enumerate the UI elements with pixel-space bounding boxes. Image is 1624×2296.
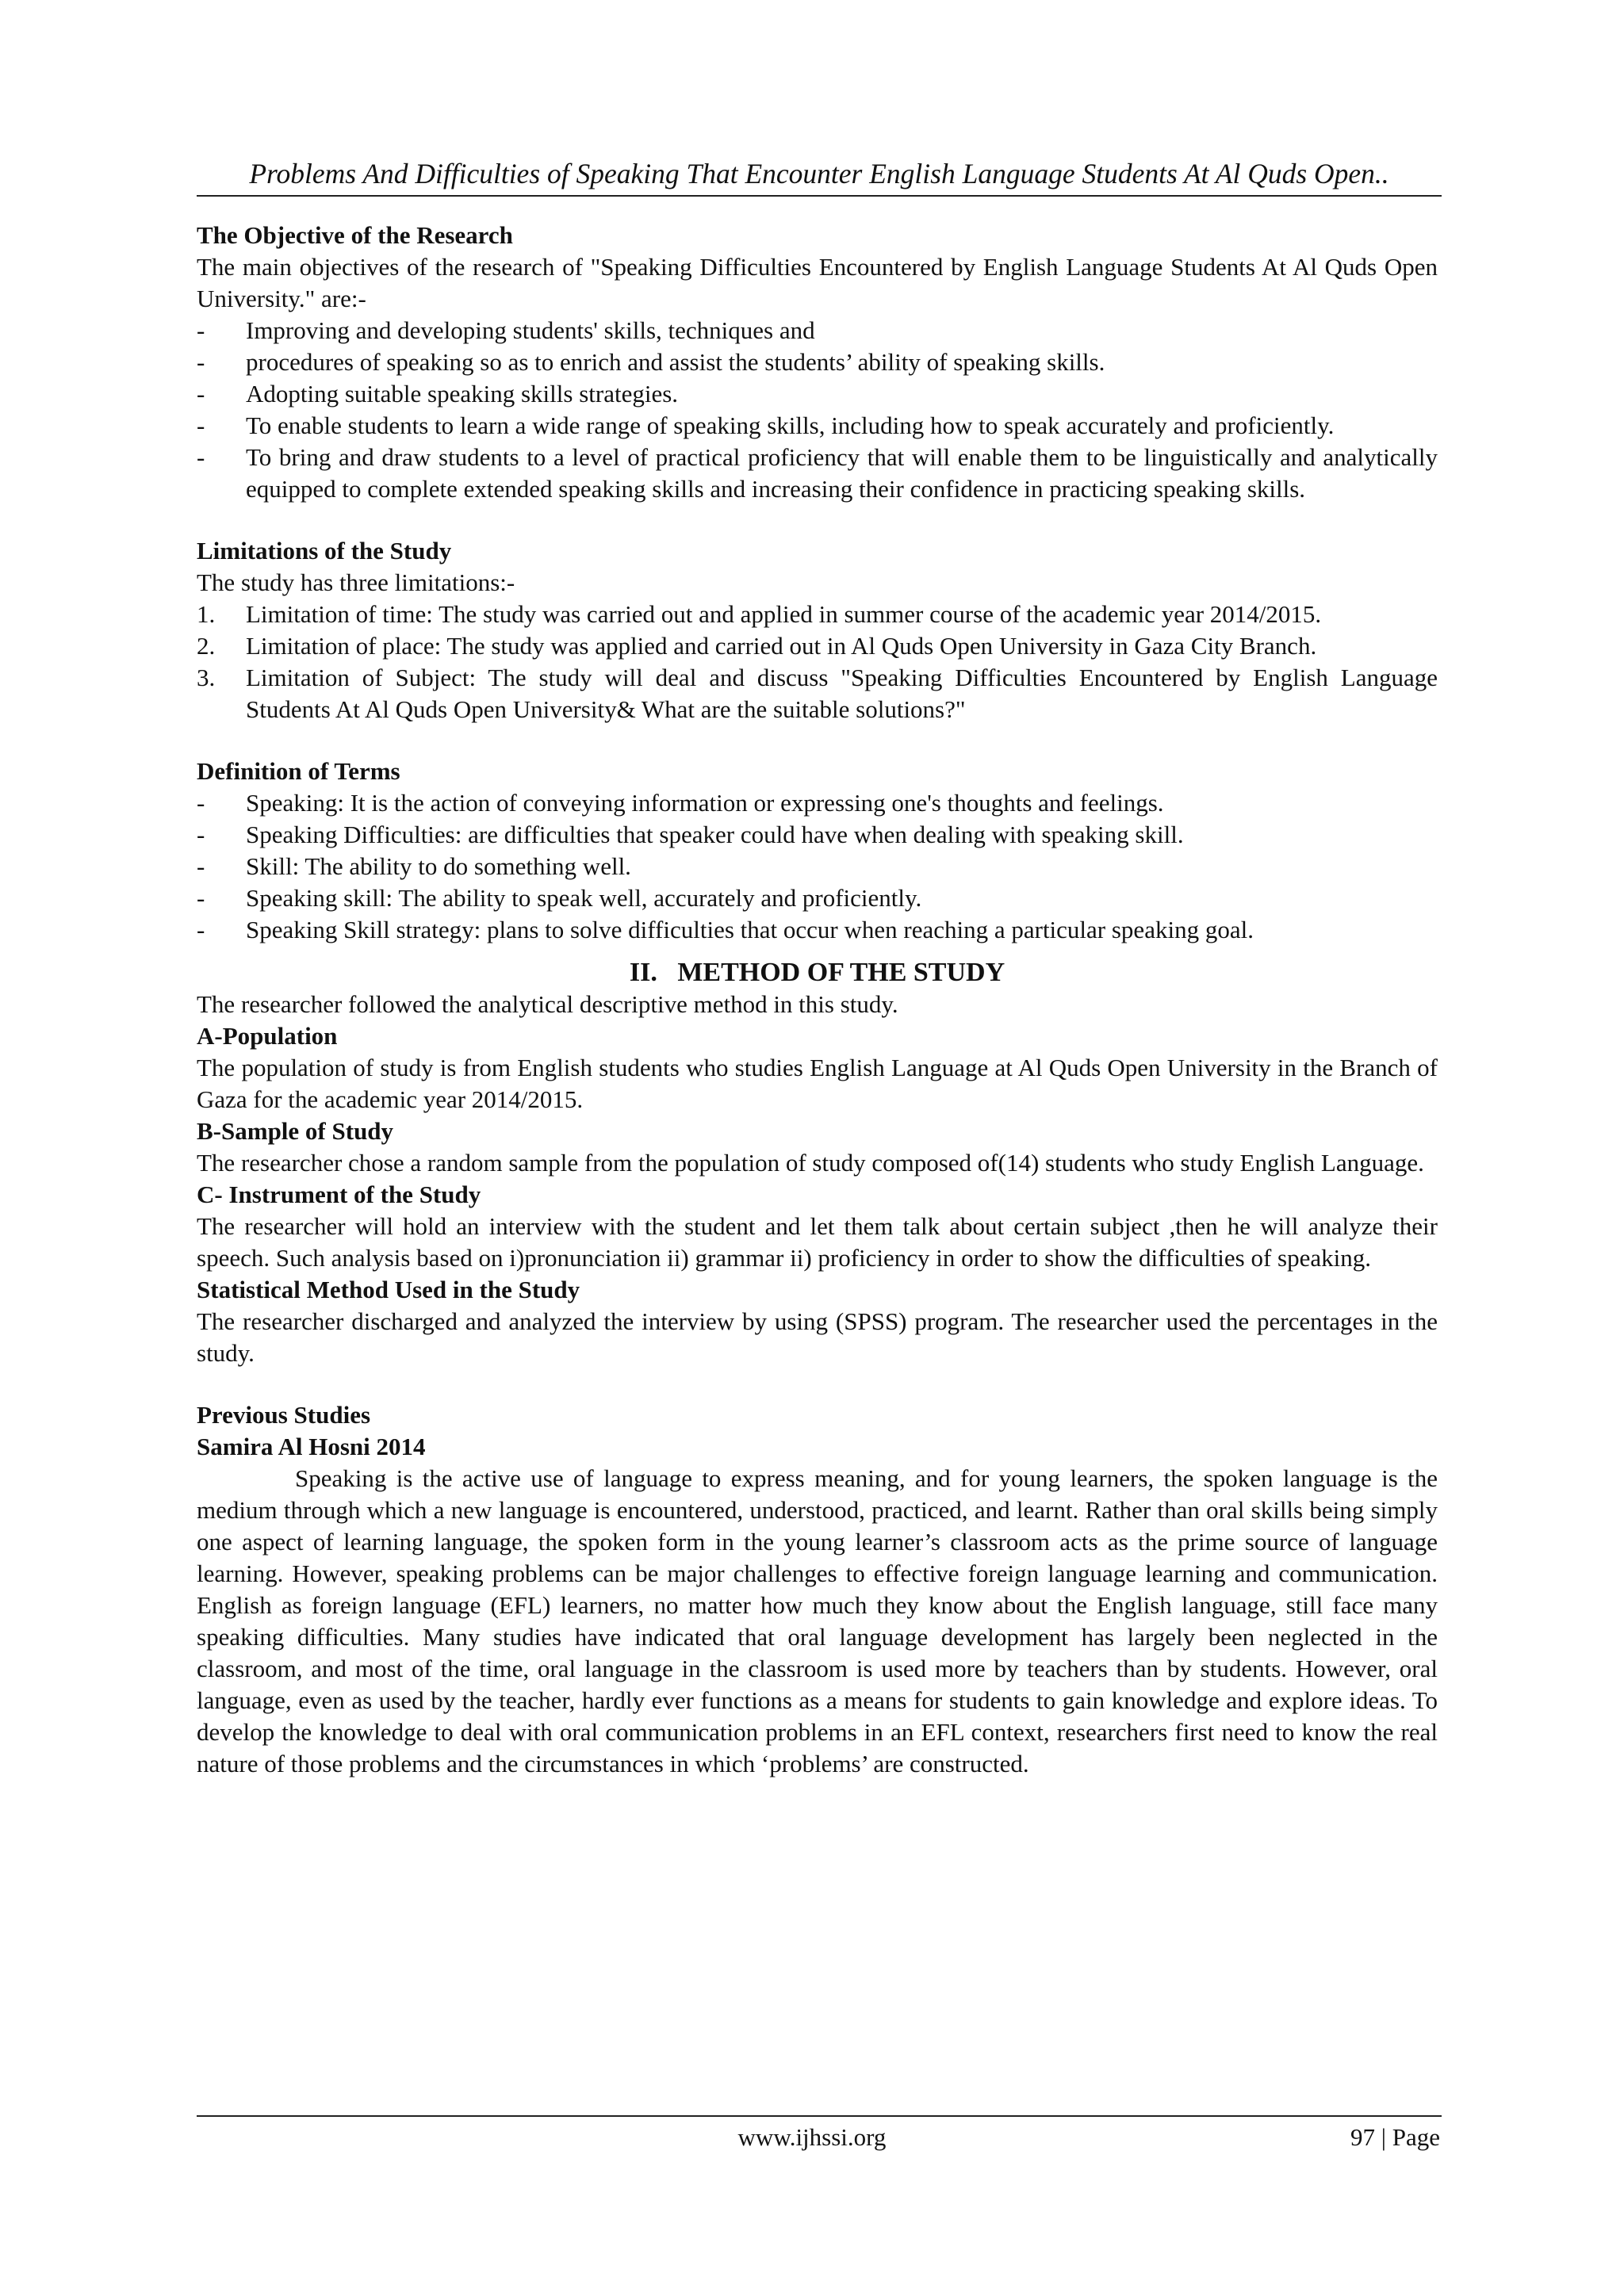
- previous-studies-heading: Previous Studies: [197, 1401, 371, 1429]
- definition-item: - Skill: The ability to do something well.: [197, 851, 1438, 882]
- footer-rule: [197, 2115, 1442, 2117]
- limitation-item: 3. Limitation of Subject: The study will deal and discuss "Speaking Difficulties Encountered by English Language Students At Al Quds Open University& What are the suitable solutions?": [197, 664, 1438, 723]
- bullet-dash: -: [197, 821, 205, 848]
- method-intro: The researcher followed the analytical descriptive method in this study.: [197, 990, 898, 1018]
- objective-item: - To bring and draw students to a level of practical proficiency that will enable them to be linguistically and analytically equipped to complete extended speaking skills and increasing their confidence in practicing speaking skills.: [197, 443, 1438, 503]
- previous-study-paragraph: Speaking is the active use of language to express meaning, and for young learners, the spoken language is the medium through which a new language is encountered, understood, practiced, and learnt. Rather than oral skills being simply one aspect of learning language, the spoken form in the young learner’s classroom acts as the prime source of language learning. However, speaking problems can be major challenges to effective foreign language learning and communication. English as foreign language (EFL) learners, no matter how much they know about the English language, still face many speaking difficulties. Many studies have indicated that oral language development has largely been neglected in the classroom, and most of the time, oral language in the classroom is used more by teachers than by students. However, oral language, even as used by the teacher, hardly ever functions as a means for students to gain knowledge and explore ideas. To develop the knowledge to deal with oral communication problems in an EFL context, researchers first need to know the real nature of those problems and the circumstances in which ‘problems’ are constructed.: [197, 1464, 1438, 1777]
- definition-item: - Speaking Skill strategy: plans to solve difficulties that occur when reaching a particular speaking goal.: [197, 914, 1438, 946]
- sample-text: The researcher chose a random sample from the population of study composed of(14) students who study English Language.: [197, 1149, 1424, 1177]
- statistical-text: The researcher discharged and analyzed the interview by using (SPSS) program. The researcher used the percentages in the study.: [197, 1307, 1438, 1367]
- bullet-dash: -: [197, 916, 205, 943]
- bullet-dash: -: [197, 316, 205, 344]
- bullet-dash: -: [197, 789, 205, 817]
- bullet-dash: -: [197, 443, 205, 471]
- bullet-dash: -: [197, 884, 205, 912]
- study-author-heading: Samira Al Hosni 2014: [197, 1433, 426, 1460]
- definition-item: - Speaking: It is the action of conveying information or expressing one's thoughts and feelings.: [197, 787, 1438, 819]
- limitations-list: [197, 599, 1438, 725]
- section-title-method: II. METHOD OF THE STUDY: [629, 958, 1005, 987]
- limitation-item: 1. Limitation of time: The study was carried out and applied in summer course of the academic year 2014/2015.: [197, 599, 1438, 630]
- definitions-list: [197, 787, 1438, 946]
- definition-item: - Speaking skill: The ability to speak well, accurately and proficiently.: [197, 882, 1438, 914]
- instrument-text: The researcher will hold an interview with the student and let them talk about certain subject ,then he will analyze their speech. Such analysis based on i)pronunciation ii) grammar ii) proficiency in order to show the difficulties of speaking.: [197, 1212, 1438, 1272]
- objective-item: - Improving and developing students' skills, techniques and: [197, 315, 1438, 346]
- bullet-dash: -: [197, 348, 205, 376]
- objective-intro: The main objectives of the research of "Speaking Difficulties Encountered by English Language Students At Al Quds Open University." are:-: [197, 253, 1438, 312]
- bullet-dash: -: [197, 411, 205, 439]
- limitations-heading: Limitations of the Study: [197, 537, 452, 564]
- bullet-dash: -: [197, 852, 205, 880]
- definition-item: - Speaking Difficulties: are difficulties that speaker could have when dealing with speaking skill.: [197, 819, 1438, 851]
- limitations-intro: The study has three limitations:-: [197, 568, 515, 596]
- population-heading: A-Population: [197, 1022, 338, 1050]
- bullet-dash: -: [197, 380, 205, 408]
- header-rule: [197, 195, 1442, 197]
- objective-list: [197, 315, 1438, 505]
- footer-url: www.ijhssi.org: [737, 2123, 887, 2151]
- objective-item: - procedures of speaking so as to enrich and assist the students’ ability of speaking skills.: [197, 346, 1438, 378]
- running-header: Problems And Difficulties of Speaking That Encounter English Language Students At Al Quds Open..: [249, 158, 1389, 189]
- objective-heading: The Objective of the Research: [197, 221, 513, 249]
- objective-item: - Adopting suitable speaking skills strategies.: [197, 378, 1438, 410]
- list-number: 2.: [197, 632, 216, 660]
- list-number: 1.: [197, 600, 216, 628]
- page-content: [197, 220, 1438, 1780]
- list-number: 3.: [197, 664, 216, 691]
- sample-heading: B-Sample of Study: [197, 1117, 394, 1145]
- page-number: 97 | Page: [1350, 2123, 1440, 2151]
- instrument-heading: C- Instrument of the Study: [197, 1181, 481, 1208]
- limitation-item: 2. Limitation of place: The study was applied and carried out in Al Quds Open University in Gaza City Branch.: [197, 630, 1438, 662]
- statistical-heading: Statistical Method Used in the Study: [197, 1276, 580, 1303]
- objective-item: - To enable students to learn a wide range of speaking skills, including how to speak accurately and proficiently.: [197, 410, 1438, 442]
- definitions-heading: Definition of Terms: [197, 757, 400, 785]
- population-text: The population of study is from English students who studies English Language at Al Quds Open University in the Branch of Gaza for the academic year 2014/2015.: [197, 1054, 1438, 1113]
